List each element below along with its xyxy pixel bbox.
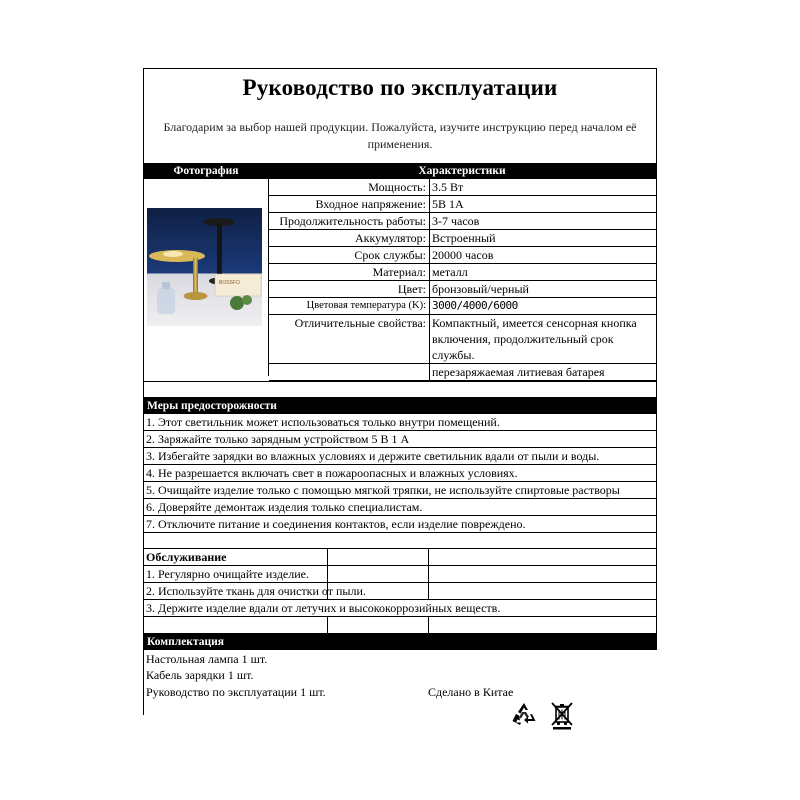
- empty-cell: [328, 566, 429, 582]
- spec-value: металл: [432, 265, 468, 279]
- package-header: Комплектация: [144, 634, 656, 650]
- precaution-item: 7. Отключите питание и соединения контактов, если изделие повреждено.: [144, 516, 656, 533]
- spec-value: бронзовый/черный: [432, 282, 529, 296]
- product-photo-cell: [144, 179, 269, 376]
- package-list: [143, 650, 657, 715]
- manual-document: [143, 68, 657, 715]
- package-item: Руководство по эксплуатации 1 шт.: [146, 685, 326, 699]
- spec-row: [269, 247, 656, 264]
- spec-row: [269, 213, 656, 230]
- spec-row: [269, 179, 656, 196]
- spec-row: [269, 315, 656, 364]
- spacer-row: [144, 617, 656, 634]
- spec-row: [269, 298, 656, 315]
- page-title: Руководство по эксплуатации: [144, 69, 656, 108]
- empty-cell: [328, 617, 429, 633]
- manual-frame: [143, 68, 657, 650]
- spec-label: Цвет:: [269, 281, 430, 297]
- intro-text: Благодарим за выбор нашей продукции. Пожалуйста, изучите инструкцию перед началом её применения.: [163, 119, 637, 151]
- package-item: Настольная лампа 1 шт.: [146, 652, 268, 666]
- spec-label: Цветовая температура (K):: [269, 298, 430, 314]
- empty-cell: [328, 583, 429, 599]
- empty-cell: [144, 617, 328, 633]
- maintenance-header-row: [144, 549, 656, 566]
- box-label: BOSSFO: [219, 280, 240, 286]
- characteristics-table: [269, 179, 656, 381]
- spec-value: 5В 1А: [432, 197, 464, 211]
- spec-label: Аккумулятор:: [269, 230, 430, 246]
- spec-row: [269, 281, 656, 298]
- spec-value: Встроенный: [432, 231, 496, 245]
- empty-cell: [429, 583, 656, 599]
- precaution-item: 2. Заряжайте только зарядным устройством 5 В 1 А: [144, 431, 656, 448]
- maintenance-header: Обслуживание: [144, 549, 328, 565]
- spec-label: Продолжительность работы:: [269, 213, 430, 229]
- spec-value: 20000 часов: [432, 248, 494, 262]
- empty-cell: [429, 617, 656, 633]
- maintenance-row: [144, 583, 656, 600]
- spec-label: Мощность:: [269, 179, 430, 195]
- precaution-item: 4. Не разрешается включать свет в пожароопасных и влажных условиях.: [144, 465, 656, 482]
- spec-row: [269, 196, 656, 213]
- spec-value: 3000/4000/6000: [432, 299, 518, 312]
- spacer-row: [144, 533, 656, 549]
- empty-cell: [328, 549, 429, 565]
- package-footer-row: [144, 683, 657, 701]
- spec-value: 3-7 часов: [432, 214, 480, 228]
- spec-label: Входное напряжение:: [269, 196, 430, 212]
- precaution-item: 5. Очищайте изделие только с помощью мягкой тряпки, не используйте спиртовые растворы: [144, 482, 656, 499]
- recycle-icon: [511, 701, 537, 729]
- spec-label: Отличительные свойства:: [269, 315, 430, 363]
- spec-value: перезаряжаемая литиевая батарея: [432, 365, 605, 379]
- specs-header-row: [144, 163, 656, 179]
- spec-label: [269, 364, 430, 380]
- spec-value: Компактный, имеется сенсорная кнопка включения, продолжительный срок службы.: [432, 316, 637, 362]
- spacer-row: [144, 381, 656, 398]
- precautions-header: Меры предосторожности: [144, 398, 656, 414]
- specs-section: [144, 179, 656, 381]
- spec-value: 3.5 Вт: [432, 180, 464, 194]
- spec-row: [269, 230, 656, 247]
- spec-label: Срок службы:: [269, 247, 430, 263]
- empty-cell: [429, 549, 656, 565]
- maintenance-item: 2. Используйте ткань для очистки от пыли.: [146, 584, 366, 598]
- spec-row: [269, 364, 656, 381]
- photo-column-header: Фотография: [173, 165, 239, 177]
- spec-row: [269, 264, 656, 281]
- maintenance-item: 3. Держите изделие вдали от летучих и высококоррозийных веществ.: [144, 600, 656, 617]
- precaution-item: 6. Доверяйте демонтаж изделия только специалистам.: [144, 499, 656, 516]
- characteristics-column-header: Характеристики: [418, 165, 506, 177]
- precaution-item: 1. Этот светильник может использоваться только внутри помещений.: [144, 414, 656, 431]
- spacer: [144, 701, 657, 715]
- product-photo: [147, 208, 262, 326]
- maintenance-row: [144, 566, 656, 583]
- made-in-label: Сделано в Китае: [428, 685, 514, 699]
- empty-cell: [429, 566, 656, 582]
- maintenance-item: 1. Регулярно очищайте изделие.: [144, 566, 328, 582]
- precaution-item: 3. Избегайте зарядки во влажных условиях и держите светильник вдали от пыли и воды.: [144, 448, 656, 465]
- spec-label: Материал:: [269, 264, 430, 280]
- crossed-bin-icon: [550, 700, 574, 730]
- package-item: Кабель зарядки 1 шт.: [146, 668, 254, 682]
